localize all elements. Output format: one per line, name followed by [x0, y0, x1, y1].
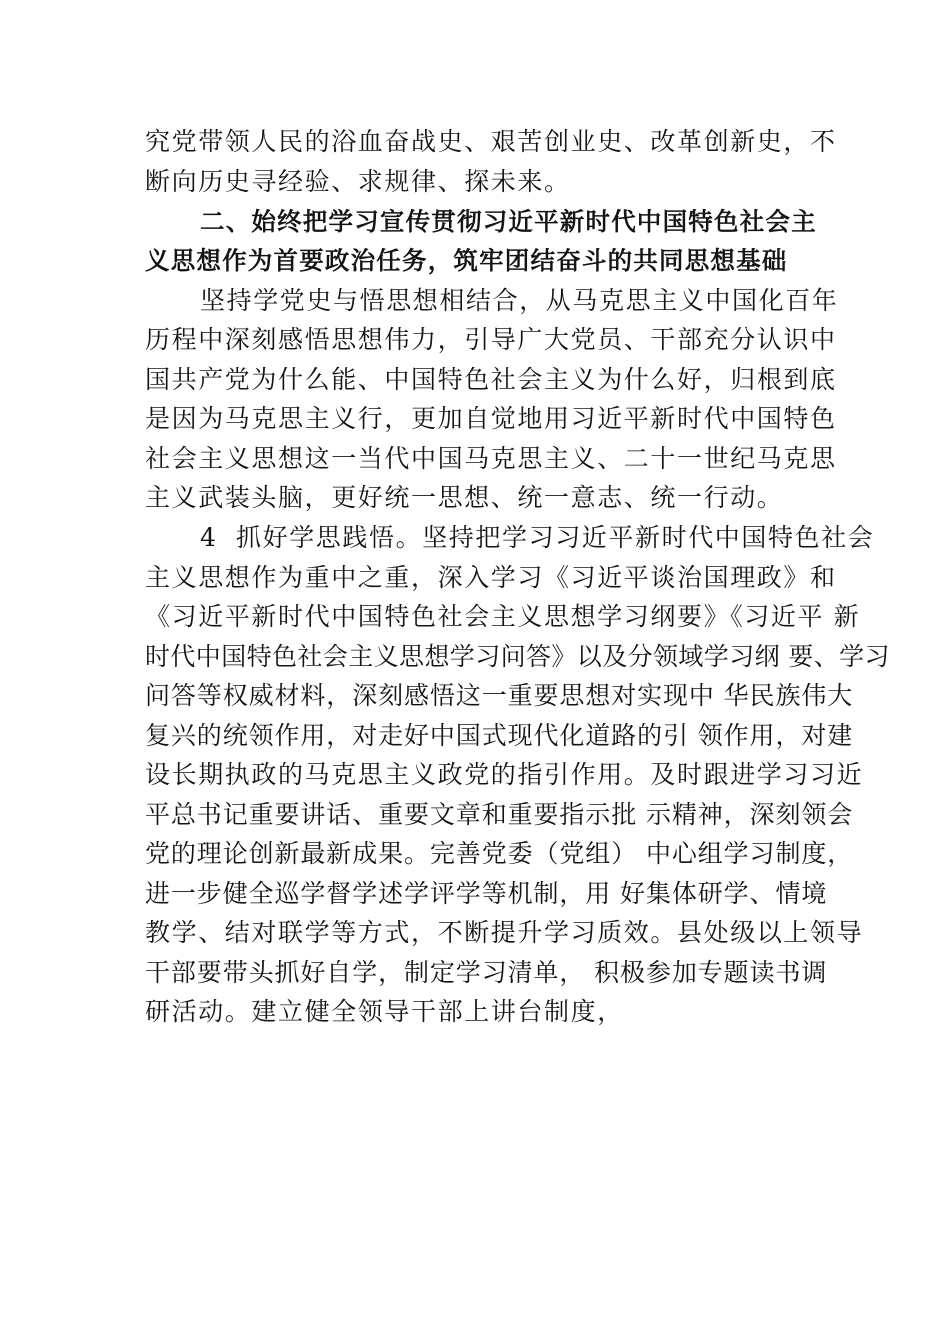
body-text-line: 坚持学党史与悟思想相结合，从马克思主义中国化百年 [200, 286, 839, 315]
body-text-line: 平总书记重要讲话、重要文章和重要指示批 示精神，深刻领会 [145, 800, 854, 829]
body-text-line: 进一步健全巡学督学述学评学等机制，用 好集体研学、情境 [145, 879, 828, 908]
body-text-line: 国共产党为什么能、中国特色社会主义为什么好，归根到底 [145, 365, 837, 394]
section-heading-line: 义思想作为首要政治任务，筑牢团结奋斗的共同思想基础 [145, 246, 788, 275]
body-text-line: 教学、结对联学等方式，不断提升学习质效。县处级以上领导 [145, 918, 864, 947]
numbered-item-line [200, 518, 875, 558]
body-text-line: 社会主义思想这一当代中国马克思主义、二十一世纪马克思 [145, 444, 837, 473]
body-text-line: 主义思想作为重中之重，深入学习《习近平谈治国理政》和 [145, 563, 837, 592]
body-text-line: 究党带领人民的浴血奋战史、艰苦创业史、改革创新史，不 [145, 127, 837, 156]
body-text-line: 研活动。建立健全领导干部上讲台制度， [145, 997, 624, 1026]
body-text-line: 时代中国特色社会主义思想学习问答》以及分领域学习纲 要、学习 [145, 642, 890, 671]
body-text-line: 问答等权威材料，深刻感悟这一重要思想对实现中 华民族伟大 [145, 681, 854, 710]
body-text-line: 设长期执政的马克思主义政党的指引作用。及时跟进学习习近 [145, 760, 864, 789]
section-heading-line: 二、始终把学习宣传贯彻习近平新时代中国特色社会主 [200, 207, 817, 236]
body-text-line: 主义武装头脑，更好统一思想、统一意志、统一行动。 [145, 483, 784, 512]
body-text-line: 历程中深刻感悟思想伟力，引导广大党员、干部充分认识中 [145, 325, 837, 354]
body-text-line: 复兴的统领作用，对走好中国式现代化道路的引 领作用，对建 [145, 721, 854, 750]
item-number: 4 [200, 523, 218, 552]
body-text-line: 断向历史寻经验、求规律、探未来。 [145, 167, 571, 196]
body-text-line: 干部要带头抓好自学，制定学习清单， 积极参加专题读书调 [145, 958, 828, 987]
body-text-line: 党的理论创新最新成果。完善党委（党组） 中心组学习制度， [145, 839, 854, 868]
item-text: 抓好学思践悟。坚持把学习习近平新时代中国特色社会 [236, 523, 875, 552]
body-text-line: 是因为马克思主义行，更加自觉地用习近平新时代中国特色 [145, 404, 837, 433]
body-text-line: 《习近平新时代中国特色社会主义思想学习纲要》《习近平 新 [145, 602, 861, 631]
